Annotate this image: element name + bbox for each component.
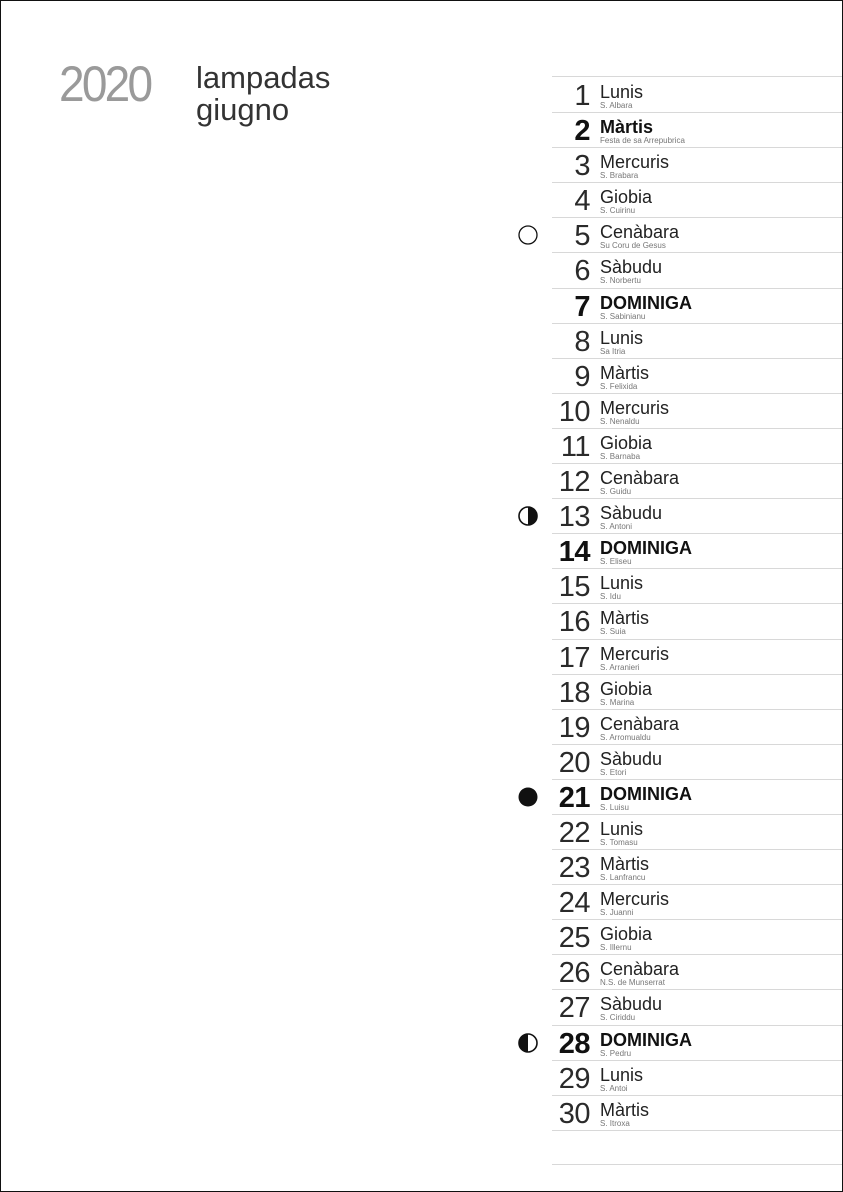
day-number: 3 [574,150,590,183]
weekday-name: Mercuris [600,152,670,173]
day-number: 4 [574,185,590,218]
day-row [552,429,842,464]
weekday-name: DOMINIGA [600,783,692,804]
saint-name: S. Cuirinu [600,206,636,216]
calendar-title: lampadas [196,60,331,95]
day-row [552,148,842,183]
saint-name: S. Nenaldu [600,416,640,426]
weekday-name: Cenàbara [600,959,680,980]
day-row [552,604,842,639]
weekday-name: Lunis [600,82,644,102]
weekday-name: DOMINIGA [600,292,692,313]
weekday-name: DOMINIGA [600,538,692,559]
weekday-name: Cenàbara [600,713,680,734]
day-row [552,464,842,499]
weekday-name: Giobia [600,187,653,208]
bottom-divider [552,1164,842,1165]
last-quarter-icon [518,506,538,526]
saint-name: S. Felixida [600,381,638,391]
saint-name: S. Lanfrancu [600,873,646,883]
saint-name: S. Brabara [600,171,639,181]
saint-name: S. Arromualdu [600,732,651,742]
day-row [552,1026,842,1061]
weekday-name: Cenàbara [600,468,680,489]
weekday-name: Giobia [600,432,653,453]
day-row [552,253,842,288]
saint-name: S. Pedru [600,1048,632,1058]
day-number: 25 [558,922,590,955]
day-row [552,218,842,253]
day-number: 29 [558,1062,590,1095]
day-number: 21 [558,781,590,814]
weekday-name: Lunis [600,818,644,839]
saint-name: S. Illernu [600,943,632,953]
weekday-name: DOMINIGA [600,1029,692,1050]
day-row [552,289,842,324]
day-row [552,675,842,710]
saint-name: S. Antoi [600,1083,628,1093]
year-label: 2020 [59,56,151,112]
saint-name: S. Arranieri [600,662,640,672]
saint-name: S. Antoni [600,522,633,532]
weekday-name: Lunis [600,327,644,348]
day-number: 30 [558,1097,590,1130]
saint-name: S. Marina [600,697,635,707]
day-row [552,640,842,675]
saint-name: S. Barnaba [600,451,641,461]
day-row [552,324,842,359]
weekday-name: Mercuris [600,397,670,418]
weekday-name: Sàbudu [600,748,663,769]
saint-name: S. Albara [600,101,633,110]
day-row [552,710,842,745]
day-row [552,745,842,780]
day-row [552,394,842,429]
weekday-name: Sàbudu [600,257,663,278]
day-rows [552,78,842,1131]
day-number: 11 [560,430,590,463]
day-number: 10 [558,395,590,428]
new-moon-icon [518,787,538,807]
day-row [552,780,842,815]
day-row [552,955,842,990]
first-quarter-icon [518,1033,538,1053]
saint-name: S. Suia [600,627,626,637]
day-row [552,920,842,955]
month-name: giugno [196,92,290,127]
saint-name: Festa de sa Arrepubrica [600,136,685,146]
day-row [552,113,842,148]
day-number: 18 [558,676,590,709]
weekday-name: Giobia [600,678,653,699]
weekday-name: Màrtis [600,608,649,629]
saint-name: Su Coru de Gesus [600,241,666,251]
day-number: 5 [574,220,590,253]
weekday-name: Màrtis [600,117,654,138]
weekday-name: Màrtis [600,362,649,383]
weekday-name: Mercuris [600,643,670,664]
saint-name: S. Sabinianu [600,311,646,321]
day-number: 13 [558,501,590,534]
weekday-name: Mercuris [600,889,670,910]
title-stack [196,62,330,126]
saint-name: S. Tomasu [600,837,638,847]
day-row [552,815,842,850]
weekday-name: Lunis [600,1064,644,1085]
saint-name: S. Eliseu [600,557,632,567]
day-number: 1 [574,80,590,112]
saint-name: S. Luisu [600,802,629,812]
weekday-name: Màrtis [600,854,649,875]
day-row [552,990,842,1025]
day-row [552,359,842,394]
day-number: 17 [558,641,590,674]
day-number: 14 [558,536,590,569]
day-number: 28 [558,1027,590,1060]
saint-name: S. Ciriddu [600,1013,636,1023]
day-number: 20 [558,746,590,779]
saint-name: S. Itroxa [600,1118,630,1128]
day-row [552,534,842,569]
day-row [552,1061,842,1096]
weekday-name: Sàbudu [600,503,663,524]
day-number: 12 [558,466,590,499]
day-number: 22 [558,816,590,849]
day-row [552,78,842,113]
day-number: 15 [558,571,590,604]
day-number: 7 [574,290,590,323]
weekday-name: Lunis [600,573,644,594]
saint-name: S. Norbertu [600,276,641,286]
saint-name: S. Juanni [600,908,634,918]
day-number: 2 [574,115,590,148]
weekday-name: Giobia [600,924,653,945]
day-number: 24 [558,887,590,920]
day-row [552,885,842,920]
day-number: 6 [574,255,590,288]
top-divider [552,76,842,77]
day-row [552,569,842,604]
saint-name: Sa Itria [600,346,626,356]
weekday-name: Màrtis [600,1099,649,1120]
full-moon-icon [518,225,538,245]
saint-name: S. Guidu [600,487,632,497]
day-row [552,183,842,218]
day-row [552,850,842,885]
day-row [552,1096,842,1131]
weekday-name: Sàbudu [600,994,663,1015]
saint-name: S. Idu [600,592,621,602]
saint-name: S. Etori [600,767,627,777]
day-number: 26 [558,957,590,990]
day-row [552,499,842,534]
day-number: 16 [558,606,590,639]
day-number: 9 [574,360,590,393]
day-number: 8 [574,325,590,358]
day-number: 19 [558,711,590,744]
saint-name: N.S. de Munserrat [600,978,665,988]
day-number: 27 [558,992,590,1025]
day-number: 23 [558,852,590,885]
weekday-name: Cenàbara [600,222,680,243]
